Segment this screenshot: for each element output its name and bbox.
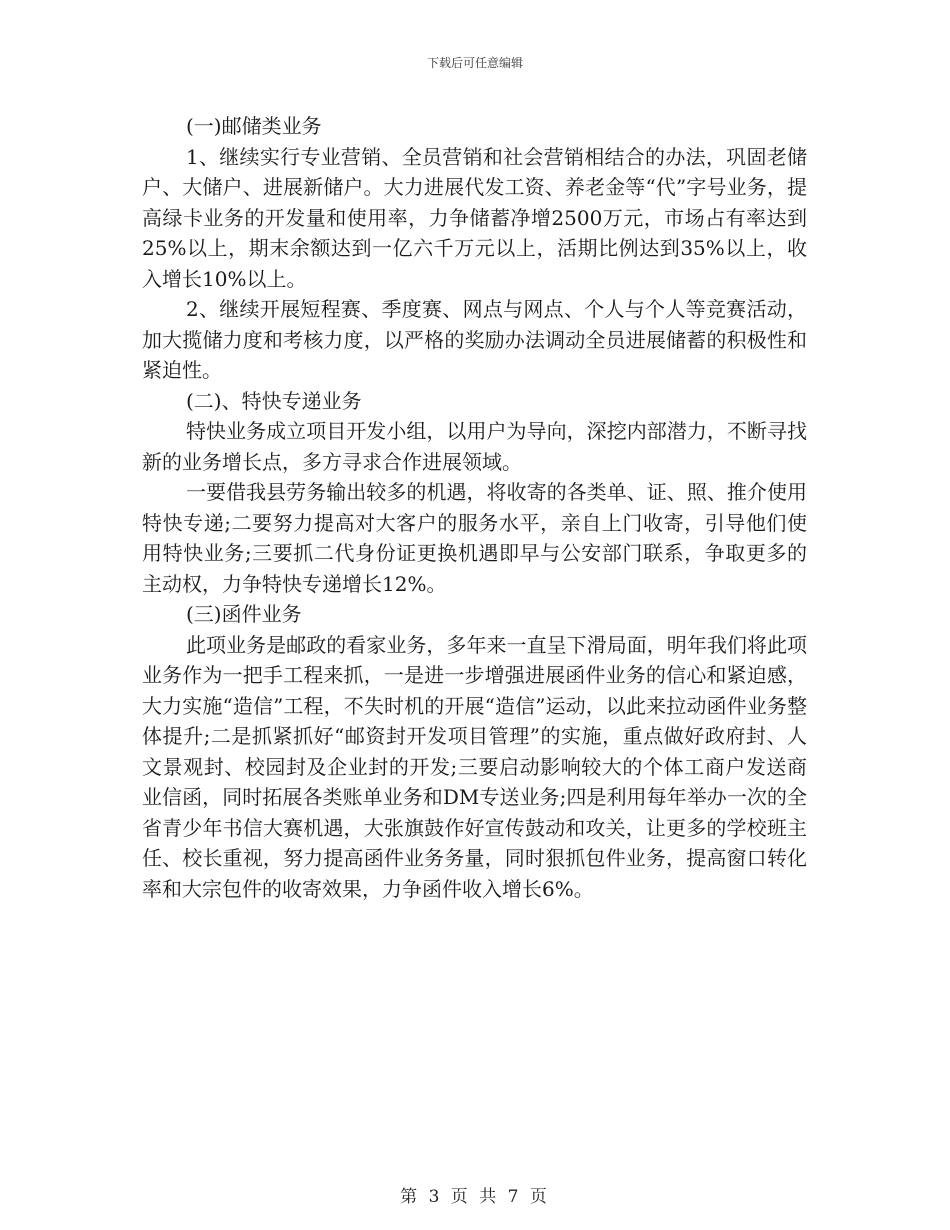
section-heading-postal-savings: (一)邮储类业务 <box>186 114 322 138</box>
paragraph-express-measures: 一要借我县劳务输出较多的机遇，将收寄的各类单、证、照、推介使用特快专递;二要努力提高对大客户的服务水平，亲自上门收寄，引导他们使用特快业务;三要抓二代身份证更换机遇即早与公安部门联系，争取更多的主动权，力争特快专递增长12%。 <box>142 480 807 596</box>
page-header: 下载后可任意编辑 <box>426 56 523 70</box>
section-heading-express: (二)、特快专递业务 <box>186 388 362 413</box>
paragraph-letters-business: 此项业务是邮政的看家业务，多年来一直呈下滑局面，明年我们将此项业务作为一把手工程来抓，一是进一步增强进展函件业务的信心和紧迫感，大力实施“造信”工程，不失时机的开展“造信”运动，以此来拉动函件业务整体提升;二是抓紧抓好“邮资封开发项目管理”的实施，重点做好政府封、人文景观封、校园封及企业封的开发;三要启动影响较大的个体工商户发送商业信函，同时拓展各类账单业务和DM专送业务;四是利用每年举办一次的全省青少年书信大赛机遇，大张旗鼓作好宣传鼓动和攻关，让更多的学校班主任、校长重视，努力提高函件业务务量，同时狠抓包件业务，提高窗口转化率和大宗包件的收寄效果，力争函件收入增长6%。 <box>142 632 807 901</box>
document-body <box>142 111 807 904</box>
paragraph-express-team: 特快业务成立项目开发小组，以用户为导向，深挖内部潜力，不断寻找新的业务增长点，多方寻求合作进展领域。 <box>142 419 807 474</box>
section-heading-letters: (三)函件业务 <box>186 602 302 626</box>
paragraph-savings-marketing: 1、继续实行专业营销、全员营销和社会营销相结合的办法，巩固老储户、大储户、进展新储户。大力进展代发工资、养老金等“代”字号业务，提高绿卡业务的开发量和使用率，力争储蓄净增2500万元，市场占有率达到25%以上，期末余额达到一亿六千万元以上，活期比例达到35%以上，收入增长10%以上。 <box>142 144 807 291</box>
paragraph-savings-competition: 2、继续开展短程赛、季度赛、网点与网点、个人与个人等竞赛活动，加大揽储力度和考核力度，以严格的奖励办法调动全员进展储蓄的积极性和紧迫性。 <box>142 297 807 382</box>
page-number: 第 3 页 共 7 页 <box>400 1187 550 1207</box>
